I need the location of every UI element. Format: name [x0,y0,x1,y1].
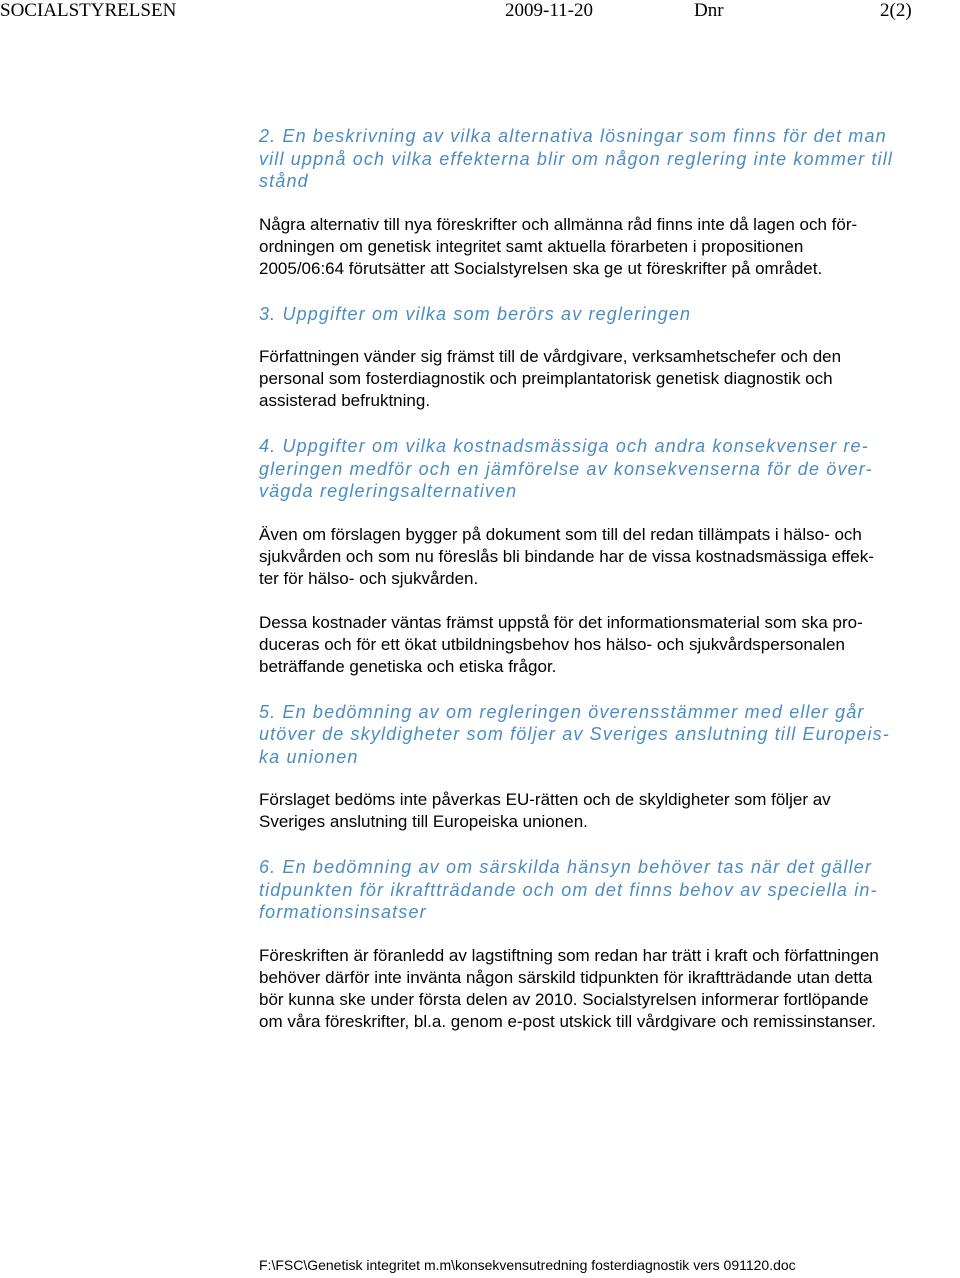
organization-name: SOCIALSTYRELSEN [0,0,177,21]
section-3 [259,303,959,413]
section-paragraph: Förslaget bedöms inte påverkas EU-rätten och de skyldigheter som följer av Sveriges anslutning till Europeiska unionen. [259,790,831,831]
page-header [0,0,960,26]
section-4 [259,435,959,678]
section-paragraph: Dessa kostnader väntas främst uppstå för det informationsmaterial som ska pro- duceras och för ett ökat utbildningsbehov hos hälso- och sjukvårdspersonalen beträffande genetiska och etiska frågor. [259,612,863,676]
section-paragraph: Författningen vänder sig främst till de vårdgivare, verksamhetschefer och den personal som fosterdiagnostik och preimplantatorisk genetisk diagnostik och assisterad befruktning. [259,347,842,410]
section-heading: 6. En bedömning av om särskilda hänsyn behöver tas när det gäller tidpunkten för ikraftträdande och om det finns behov av speciella in- formationsinsatser [259,857,878,922]
dnr-label: Dnr [694,0,724,21]
section-paragraph: Även om förslagen bygger på dokument som till del redan tillämpats i hälso- och sjukvården och som nu föreslås bli bindande har de vissa kostnadsmässiga effek- ter för hälso- och sjukvården. [259,524,874,588]
section-heading: 4. Uppgifter om vilka kostnadsmässiga och andra konsekvenser re- gleringen medför och en jämförelse av konsekvenserna för de över- vägda regleringsalternativen [259,436,873,501]
document-body [259,125,959,1033]
section-2 [259,125,959,280]
section-heading: 3. Uppgifter om vilka som berörs av regleringen [259,303,692,324]
page-number: 2(2) [880,0,912,21]
footer-file-path: F:\FSC\Genetisk integritet m.m\konsekvensutredning fosterdiagnostik vers 091120.doc [259,1257,796,1273]
section-5 [259,701,959,834]
section-heading: 2. En beskrivning av vilka alternativa lösningar som finns för det man vill uppnå och vilka effekterna blir om någon reglering inte kommer till stånd [259,126,894,191]
section-6 [259,856,959,1033]
document-date: 2009-11-20 [505,0,593,21]
section-paragraph: Några alternativ till nya föreskrifter och allmänna råd finns inte då lagen och för- ordningen om genetisk integritet samt aktuella förarbeten i propositionen 2005/06:64 förutsätter att Socialstyrelsen ska ge ut föreskrifter på området. [259,214,858,278]
section-paragraph: Föreskriften är föranledd av lagstiftning som redan har trätt i kraft och författningen behöver därför inte invänta någon särskild tidpunkten för ikraftträdande utan detta bör kunna ske under första delen av 2010. Socialstyrelsen informerar fortlöpande om våra föreskrifter, bl.a. genom e-post utskick till vårdgivare och remissinstanser. [259,945,879,1031]
section-heading: 5. En bedömning av om regleringen överensstämmer med eller går utöver de skyldigheter som följer av Sveriges anslutning till Europeis- ka unionen [259,701,890,767]
